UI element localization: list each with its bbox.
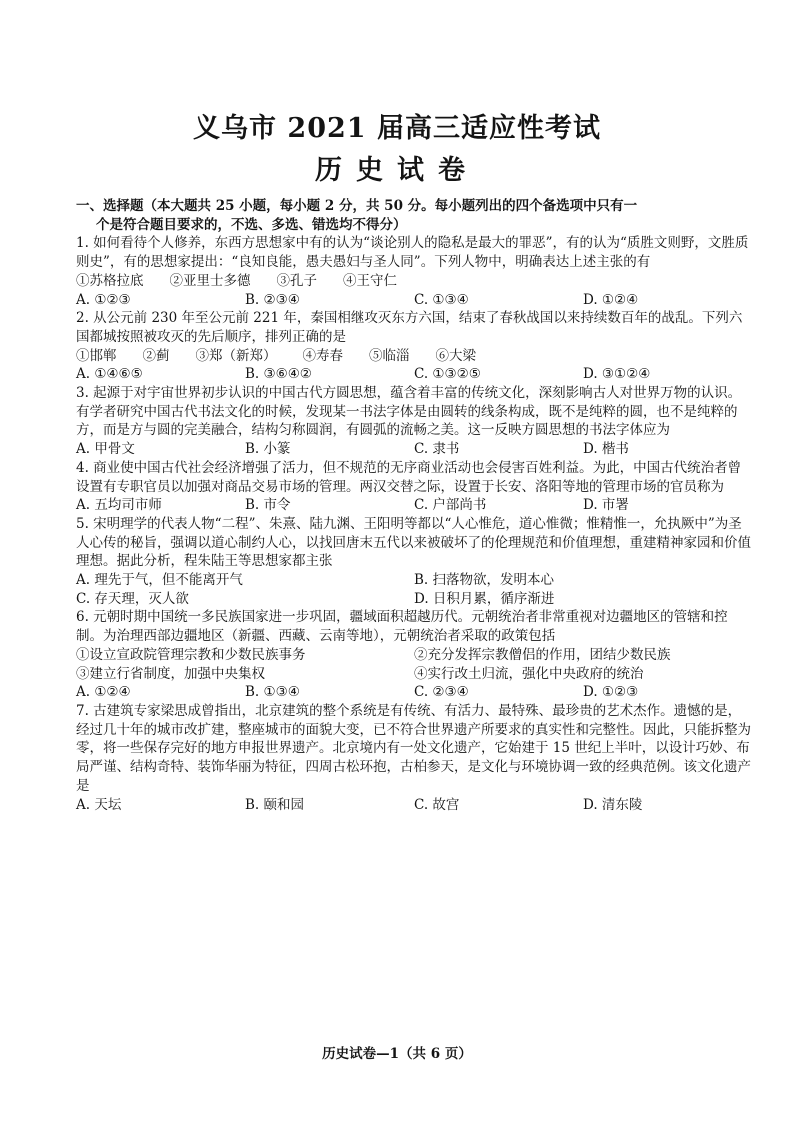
option-c[interactable]: C. 存天理，灭人欲 [76,590,189,607]
item: ③孔子 [276,272,317,289]
question-text: 1. 如何看待个人修养，东西方思想家中有的认为“谈论别人的隐私是最大的罪恶”，有的认为“质胜文则野，文胜质则史”，有的思想家提出：“良知良能，愚夫愚妇与圣人同”。下列人物中，明确表达上述主张的有 [76,235,749,271]
option-c[interactable]: C. ①③④ [414,291,469,308]
question-2 [76,309,752,384]
item: ①设立宣政院管理宗教和少数民族事务 [76,646,306,663]
option-d[interactable]: D. 楷书 [583,441,629,458]
question-text: 2. 从公元前 230 年至公元前 221 年，秦国相继攻灭东方六国，结束了春秋战国以来持续数百年的战乱。下列六国都城按照被攻灭的先后顺序，排列正确的是 [76,310,743,345]
question-text: 7. 古建筑专家梁思成曾指出，北京建筑的整个系统是有传统、有活力、最特殊、最珍贵的艺术杰作。遗憾的是，经过几十年的城市改扩建，整座城市的面貌大变，已不符合世界遗产所要求的真实性和完整性。因此，只能拆整为零，将一些保存完好的地方申报世界遗产。北京境内有一处文化遗产，它始建于 15 世纪上半叶，以设计巧妙、布局严谨、结构奇特、装饰华丽为特征，四周古松环抱，古柏参天，是文化与环境协调一致的经典范例。该文化遗产是 [76,702,751,794]
question-items [76,272,752,291]
answer-options [76,796,752,815]
answer-options [76,291,752,310]
exam-content [76,197,752,814]
option-d[interactable]: D. ①②④ [583,291,639,308]
answer-options [76,571,752,608]
option-c[interactable]: C. ①③②⑤ [414,366,481,383]
option-a[interactable]: A. ①②③ [76,291,131,308]
page-footer: 历史试卷—1（共 6 页） [322,1046,472,1062]
option-a[interactable]: A. 天坛 [76,796,122,813]
question-text: 5. 宋明理学的代表人物“二程”、朱熹、陆九渊、王阳明等都以“人心惟危，道心惟微；惟精惟一，允执厥中”为圣人心传的秘旨，强调以道心制约人心，以找回唐末五代以来被破坏了的伦理规范和价值理想，重建精神家园和价值理想。据此分析，程朱陆王等思想家都主张 [76,515,751,570]
option-c[interactable]: C. 隶书 [414,441,460,458]
item: ①苏格拉底 [76,272,144,289]
exam-subtitle: 历史试卷 [315,155,479,186]
option-b[interactable]: B. 颐和园 [245,796,305,813]
question-7 [76,702,752,814]
answer-options [76,365,752,384]
answer-options [76,440,752,459]
option-b[interactable]: B. ②③④ [245,291,300,308]
option-a[interactable]: A. 甲骨文 [76,441,135,458]
question-3 [76,384,752,459]
item: ④实行改土归流，强化中央政府的统治 [414,665,644,682]
option-b[interactable]: B. 小篆 [245,441,291,458]
option-d[interactable]: D. 市署 [583,497,629,514]
section-instruction [76,197,752,234]
option-b[interactable]: B. ①③④ [245,684,300,701]
item: ②亚里士多德 [169,272,251,289]
option-a[interactable]: A. 理先于气，但不能离开气 [76,572,243,589]
item: ④王守仁 [343,272,397,289]
answer-options [76,496,752,515]
item: ③建立行省制度，加强中央集权 [76,665,265,682]
question-1 [76,234,752,309]
instruction-line-1: 一、选择题（本大题共 25 小题，每小题 2 分，共 50 分。每小题列出的四个备选项中只有一 [76,198,638,214]
item: ⑥大梁 [435,347,476,364]
item: ⑤临淄 [369,347,410,364]
item: ③郑（新郑） [195,347,277,364]
exam-title: 义乌市 2021 届高三适应性考试 [193,113,601,144]
option-b[interactable]: B. ③⑥④② [245,366,312,383]
instruction-line-2: 个是符合题目要求的，不选、多选、错选均不得分） [96,216,407,233]
option-a[interactable]: A. ①②④ [76,684,131,701]
option-b[interactable]: B. 扫落物欲，发明本心 [414,572,555,589]
question-text: 4. 商业使中国古代社会经济增强了活力，但不规范的无序商业活动也会侵害百姓利益。为此，中国古代统治者曾设置有专职官员以加强对商品交易市场的管理。两汉交替之际，设置于长安、洛阳等地的管理市场的官员称为 [76,459,742,495]
option-a[interactable]: A. ①④⑥⑤ [76,366,143,383]
question-items [76,646,752,683]
option-d[interactable]: D. 清东陵 [583,796,643,813]
item: ①邯郸 [76,347,117,364]
question-text: 6. 元朝时期中国统一多民族国家进一步巩固，疆域面积超越历代。元朝统治者非常重视对边疆地区的管辖和控制。为治理西部边疆地区（新疆、西藏、云南等地），元朝统治者采取的政策包括 [76,609,728,645]
answer-options [76,683,752,702]
question-4 [76,459,752,515]
question-text: 3. 起源于对宇宙世界初步认识的中国古代方圆思想，蕴含着丰富的传统文化，深刻影响古人对世界万物的认识。有学者研究中国古代书法文化的时候，发现某一书法字体是由圆转的线条构成，既不是纯粹的圆，也不是纯粹的方，而是方与圆的完美融合，结构匀称圆润，有圆弧的流畅之美。这一反映方圆思想的书法字体应为 [76,385,742,439]
item: ②充分发挥宗教僧侣的作用，团结少数民族 [414,646,671,663]
item: ④寿春 [302,347,343,364]
option-c[interactable]: C. 户部尚书 [414,497,487,514]
option-d[interactable]: D. ①②③ [583,684,639,701]
option-a[interactable]: A. 五均司市师 [76,497,162,514]
option-c[interactable]: C. ②③④ [414,684,469,701]
question-items [76,347,752,366]
question-6 [76,608,752,702]
item: ②蓟 [142,347,170,364]
question-5 [76,515,752,609]
option-c[interactable]: C. 故宫 [414,796,460,813]
option-d[interactable]: D. 日积月累，循序渐进 [414,590,555,607]
option-b[interactable]: B. 市令 [245,497,291,514]
option-d[interactable]: D. ③①②④ [583,366,651,383]
